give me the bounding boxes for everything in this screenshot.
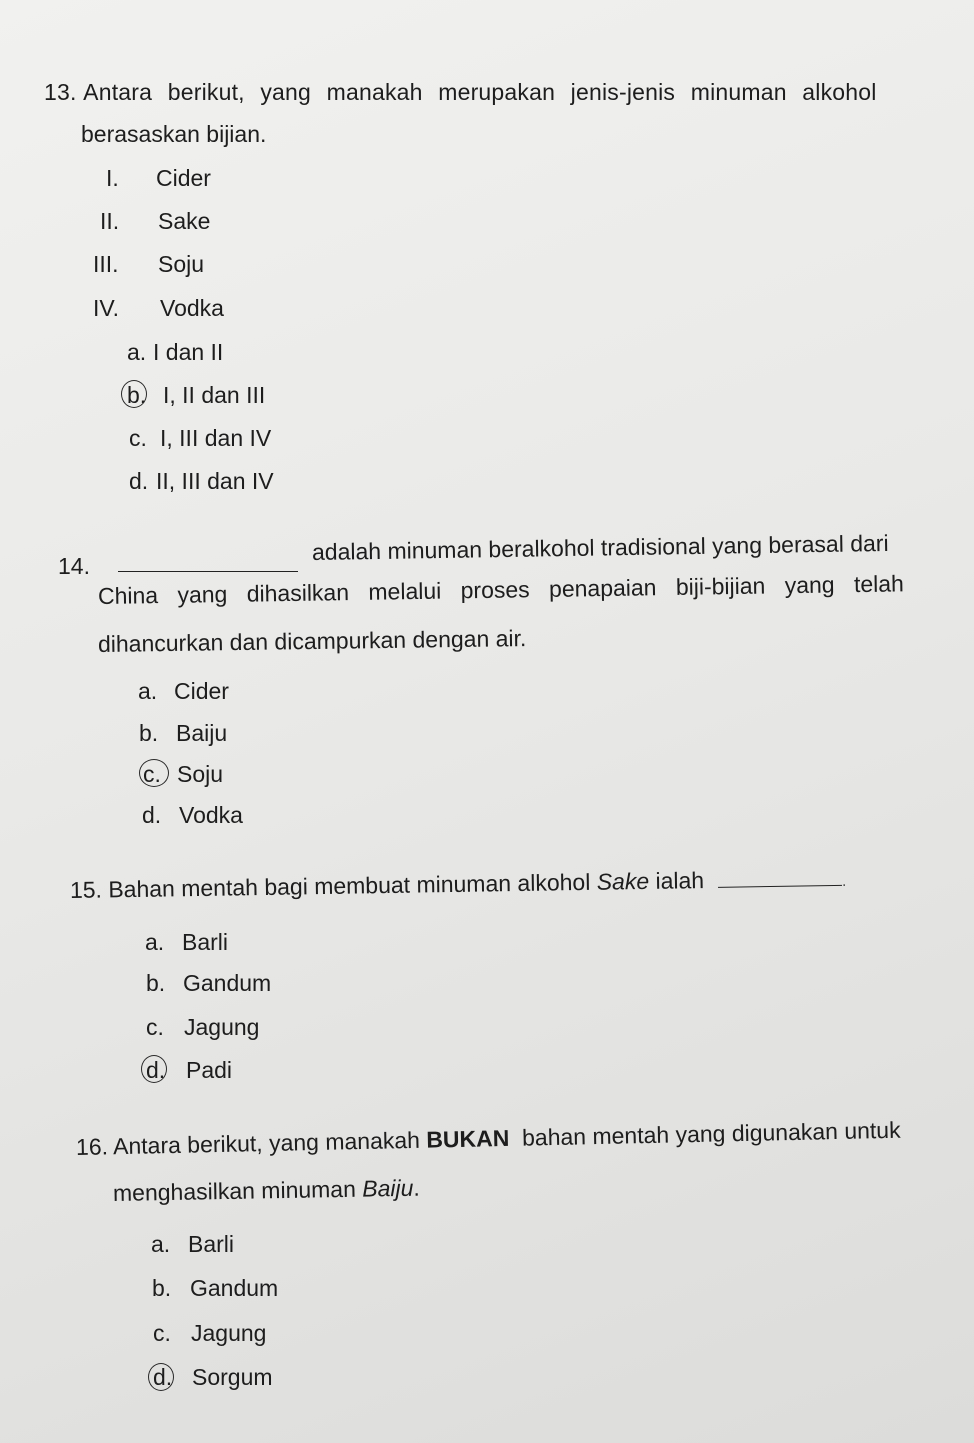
q15-number: 15. (69, 876, 103, 903)
q13-item-1-numeral: I. (106, 165, 119, 191)
q13-item-1 (106, 164, 211, 192)
q13-item-2 (100, 207, 210, 235)
q15-answer-blank (718, 865, 842, 888)
q16-option-d-letter (153, 1363, 192, 1391)
q16-stem-bold: BUKAN (426, 1124, 510, 1153)
q16-stem-line2-after: . (413, 1174, 421, 1201)
q14-option-a-letter: a. (138, 678, 158, 704)
q15-option-a-text: Barli (182, 929, 229, 955)
q13-stem-line2: berasaskan bijian. (81, 121, 267, 147)
q16-option-d-letter-text: d. (153, 1364, 173, 1390)
q13-option-c-text: I, III dan IV (160, 425, 272, 451)
q13-option-a-text: I dan II (153, 339, 224, 365)
q13-item-4-text: Vodka (160, 295, 224, 321)
q14-option-b-text: Baiju (176, 720, 228, 746)
q14-option-b-letter: b. (139, 720, 159, 746)
q15-option-c-letter: c. (146, 1014, 164, 1040)
q16-option-c-text: Jagung (191, 1320, 267, 1346)
q15-stem-after: ialah (648, 867, 705, 894)
q15-stem-italic: Sake (596, 867, 650, 895)
q15-option-c[interactable] (146, 1013, 259, 1041)
q14-answer-blank (118, 550, 298, 578)
q16-stem-before: Antara berikut, yang manakah (112, 1126, 427, 1160)
q14-option-b[interactable] (139, 719, 227, 747)
q15-option-b-text: Gandum (183, 970, 272, 996)
q14-option-c-letter (143, 760, 177, 788)
q14-option-d-text: Vodka (179, 802, 243, 828)
q13-option-c[interactable] (129, 424, 271, 452)
q13-option-c-letter: c. (129, 425, 147, 451)
q14-option-c[interactable] (143, 760, 223, 788)
q15-option-d-text: Padi (186, 1057, 233, 1083)
q13-item-2-numeral: II. (100, 208, 120, 234)
q13-item-3 (93, 250, 204, 278)
answer-circle-mark (148, 1363, 174, 1391)
q16-option-b-text: Gandum (190, 1275, 279, 1301)
q13-option-d-text: II, III dan IV (156, 468, 274, 494)
q15-option-d[interactable] (146, 1056, 232, 1084)
q15-stem (70, 864, 846, 907)
q13-stem-text: Antara berikut, yang manakah merupakan jenis-jenis minuman alkohol (83, 79, 877, 105)
q16-option-b[interactable] (152, 1274, 278, 1302)
q15-stem-end: . (842, 872, 847, 889)
q14-stem-line1: adalah minuman beralkohol tradisional yang berasal dari (311, 529, 889, 565)
q15-option-d-letter (146, 1056, 186, 1084)
q14-stem-line2: China yang dihasilkan melalui proses penapaian biji-bijian yang telah (97, 570, 905, 609)
q14-number: 14. (58, 553, 90, 579)
q15-option-a-letter: a. (145, 929, 165, 955)
q15-option-a[interactable] (145, 928, 228, 956)
q16-option-b-letter: b. (152, 1275, 172, 1301)
q13-item-3-text: Soju (158, 251, 205, 277)
q13-item-2-text: Sake (158, 208, 211, 234)
q14-option-d[interactable] (142, 801, 243, 829)
q16-option-d[interactable] (153, 1363, 273, 1391)
q13-option-d-letter: d. (129, 468, 149, 494)
q13-option-b-text: I, II dan III (163, 382, 266, 408)
q14-option-c-letter-text: c. (143, 761, 161, 787)
q14-stem-line3: dihancurkan dan dicampurkan dengan air. (97, 625, 527, 657)
q15-stem-before: Bahan mentah bagi membuat minuman alkohol (108, 868, 597, 903)
q13-option-a[interactable] (127, 338, 223, 366)
q13-item-4 (93, 294, 224, 322)
answer-circle-mark (121, 380, 147, 408)
q13-option-d[interactable] (129, 467, 274, 495)
q13-item-1-text: Cider (156, 165, 211, 191)
q14-option-d-letter: d. (142, 802, 162, 828)
q16-option-a-text: Barli (188, 1231, 235, 1257)
q16-stem-line2-italic: Baiju (362, 1174, 414, 1202)
q14-option-c-text: Soju (177, 761, 224, 787)
q13-option-b-letter (127, 381, 153, 409)
q16-option-a-letter: a. (151, 1231, 171, 1257)
q16-stem-after: bahan mentah yang digunakan untuk (509, 1116, 901, 1151)
q14-option-a[interactable] (138, 677, 229, 705)
q16-number: 16. (75, 1133, 109, 1160)
q15-option-d-letter-text: d. (146, 1057, 166, 1083)
q13-option-a-letter: a. (127, 339, 147, 365)
q16-option-c[interactable] (153, 1319, 266, 1347)
q13-option-b[interactable] (127, 381, 265, 409)
q16-stem-line2 (113, 1174, 420, 1207)
q15-option-b[interactable] (146, 969, 271, 997)
q15-option-c-text: Jagung (184, 1014, 260, 1040)
q15-option-b-letter: b. (146, 970, 166, 996)
q16-stem-line1 (76, 1116, 901, 1161)
q16-option-d-text: Sorgum (192, 1364, 273, 1390)
q16-option-a[interactable] (151, 1230, 234, 1258)
q13-number: 13. (44, 79, 77, 105)
q13-item-3-numeral: III. (93, 251, 119, 277)
q16-stem-line2-before: menghasilkan minuman (112, 1175, 363, 1206)
q14-option-a-text: Cider (174, 678, 229, 704)
answer-circle-mark (141, 1055, 167, 1083)
q13-stem-line1 (44, 78, 924, 106)
q13-option-b-letter-text: b. (127, 382, 147, 408)
q13-item-4-numeral: IV. (93, 295, 120, 321)
answer-circle-mark (139, 759, 169, 787)
q16-option-c-letter: c. (153, 1320, 171, 1346)
